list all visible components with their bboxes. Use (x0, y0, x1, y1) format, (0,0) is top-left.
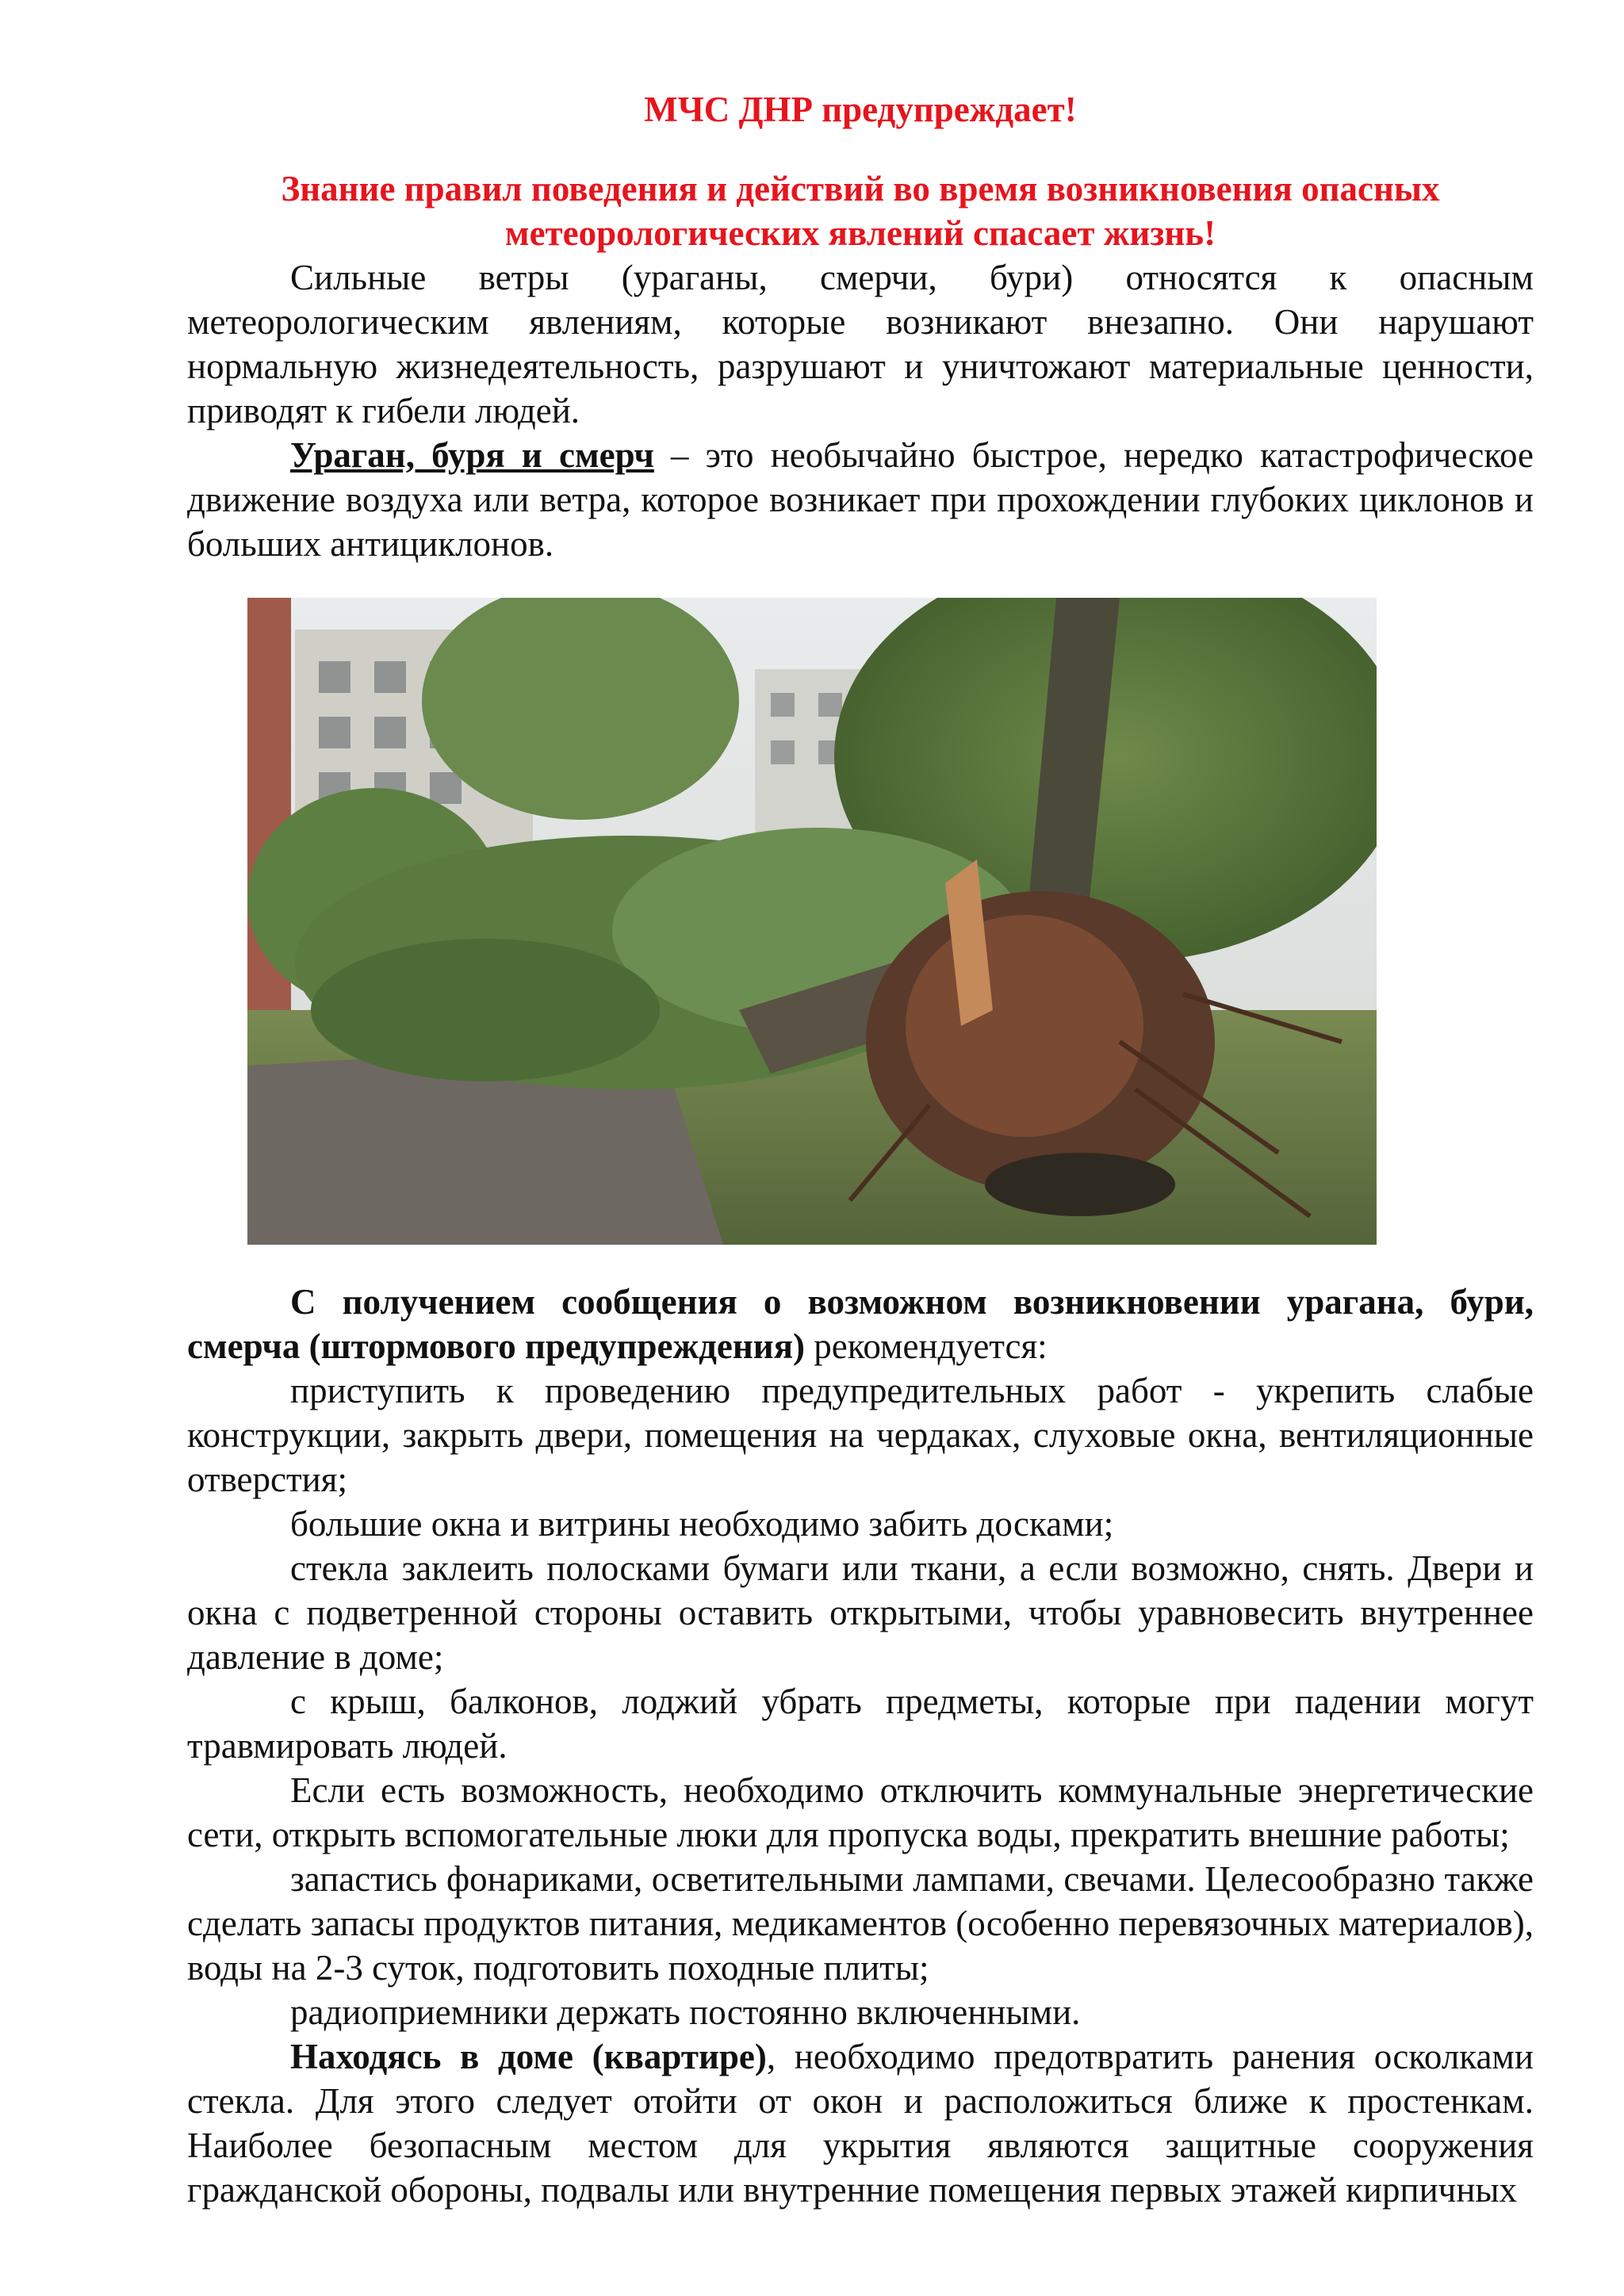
home-paragraph (187, 2034, 1534, 2212)
warning-lead-rest: рекомендуется: (805, 1326, 1048, 1366)
document-page (187, 87, 1534, 2212)
fallen-tree-photo (247, 598, 1377, 1245)
home-text: , необходимо предотвратить ранения осколками стекла. Для этого следует отойти от окон и расположиться ближе к простенкам. Наиболее безопасным местом для укрытия являются защитные сооружения гражданской обороны, подвалы или внутренние помещения первых этажей кирпичных (187, 2037, 1534, 2210)
intro-paragraph: Сильные ветры (ураганы, смерчи, бури) относятся к опасным метеорологическим явлениям, которые возникают внезапно. Они нарушают нормальную жизнедеятельность, разрушают и уничтожают материальные ценности, приводят к гибели людей. (187, 258, 1534, 430)
definition-term: Ураган, буря и смерч (290, 435, 654, 475)
list-item: приступить к проведению предупредительных работ - укрепить слабые конструкции, закрыть двери, помещения на чердаках, слуховые окна, вентиляционные отверстия; (187, 1371, 1534, 1499)
list-item: стекла заклеить полосками бумаги или ткани, а если возможно, снять. Двери и окна с подветренной стороны оставить открытыми, чтобы уравновесить внутреннее давление в доме; (187, 1548, 1534, 1677)
warning-lead (187, 1280, 1534, 1368)
list-item: радиоприемники держать постоянно включенными. (290, 1992, 1081, 2032)
home-lead-bold: Находясь в доме (квартире) (290, 2037, 767, 2076)
list-item: Если есть возможность, необходимо отключить коммунальные энергетические сети, открыть вспомогательные люки для пропуска воды, прекратить внешние работы; (187, 1770, 1534, 1854)
page-title: МЧС ДНР предупреждает! (644, 90, 1077, 129)
warning-lead-bold: С получением сообщения о возможном возникновении урагана, бури, смерча (штормового предупреждения) (187, 1282, 1534, 1366)
page-subtitle: Знание правил поведения и действий во время возникновения опасных метеорологических явлений спасает жизнь! (281, 169, 1440, 253)
definition-text: – это необычайно быстрое, нередко катастрофическое движение воздуха или ветра, которое возникает при прохождении глубоких циклонов и больших антициклонов. (187, 435, 1534, 564)
list-item: большие окна и витрины необходимо забить досками; (290, 1504, 1114, 1544)
definition-paragraph (187, 433, 1534, 566)
list-item: с крыш, балконов, лоджий убрать предметы, которые при падении могут травмировать людей. (187, 1682, 1534, 1766)
list-item: запастись фонариками, осветительными лампами, свечами. Целесообразно также сделать запасы продуктов питания, медикаментов (особенно перевязочных материалов), воды на 2-3 суток, подготовить походные плиты; (187, 1859, 1534, 1988)
